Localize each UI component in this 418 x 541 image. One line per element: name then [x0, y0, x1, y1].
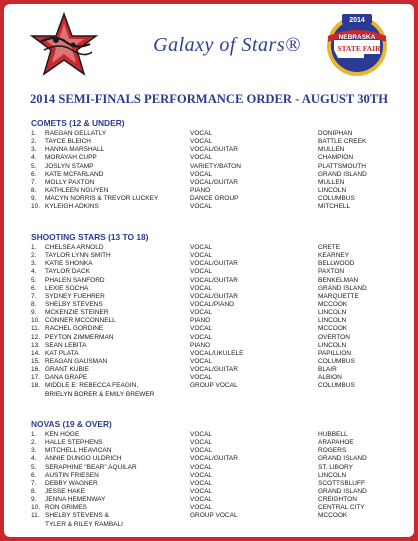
performer-name: MACYN NORRIS & TREVOR LUCKEY — [45, 195, 159, 203]
entry-number: 7. — [31, 178, 37, 186]
list-item — [4, 179, 414, 187]
entry-number: 3. — [31, 447, 37, 455]
list-item — [4, 472, 414, 480]
performer-name: RACHEL GORDINE — [45, 325, 104, 333]
entry-number: 9. — [31, 309, 37, 317]
performance-category: VOCAL — [190, 138, 213, 146]
hometown: BELLWOOD — [318, 260, 355, 268]
entries-novas — [4, 431, 414, 529]
entry-number: 5. — [31, 276, 37, 284]
performer-name: MCKENZIE STEINER — [45, 309, 109, 317]
performer-name: MIDDLE E: REBECCA FEAGIN, — [45, 382, 139, 390]
performer-name: CHELSEA ARNOLD — [45, 244, 104, 251]
entry-number: 8. — [31, 186, 37, 194]
performance-category: VOCAL — [190, 479, 213, 487]
hometown: COLUMBUS — [318, 357, 355, 365]
list-item — [4, 187, 414, 195]
section-heading-novas: NOVAS (19 & OVER) — [31, 419, 112, 429]
performer-name: TAYLOR DACK — [45, 268, 90, 276]
hometown: CENTRAL CITY — [318, 504, 365, 512]
performer-name: SERAPHINE "BEAR" AQUILAR — [45, 463, 137, 471]
list-item — [4, 301, 414, 309]
hometown: GRAND ISLAND — [318, 455, 367, 463]
hometown: ALBION — [318, 374, 342, 382]
entry-number: 5. — [31, 463, 37, 471]
performer-name: SHELBY STEVENS — [45, 300, 103, 308]
list-item — [4, 455, 414, 463]
hometown: ST. LIBORY — [318, 463, 353, 471]
hometown: PAXTON — [318, 268, 345, 276]
entry-number: 9. — [31, 496, 37, 504]
hometown: ROGERS — [318, 447, 347, 455]
performance-category: VOCAL/GUITAR — [190, 276, 238, 284]
hometown: MCCOOK — [318, 512, 348, 520]
performer-name: CONNER MCCONNELL — [45, 317, 116, 325]
performer-name: SHELBY STEVENS & — [45, 512, 109, 520]
hometown: LINCOLN — [318, 471, 347, 479]
list-item — [4, 317, 414, 325]
list-item — [4, 293, 414, 301]
performance-category: VARIETY/BATON — [190, 162, 241, 170]
entries-comets — [4, 130, 414, 211]
performer-name: AUSTIN FRIESEN — [45, 471, 99, 479]
entry-number: 11. — [31, 325, 40, 333]
performance-category: DANCE GROUP — [190, 195, 239, 203]
hometown: MITCHELL — [318, 203, 351, 211]
list-item — [4, 431, 414, 439]
entry-number: 1. — [31, 130, 37, 137]
entry-number: 8. — [31, 487, 37, 495]
entry-number: 1. — [31, 244, 37, 251]
list-item — [4, 439, 414, 447]
list-item — [4, 195, 414, 203]
entry-number: 2. — [31, 252, 37, 260]
performer-name: DANA GRAPE — [45, 374, 88, 382]
list-item — [4, 391, 414, 399]
entry-number: 11. — [31, 512, 40, 520]
list-item — [4, 447, 414, 455]
list-item — [4, 325, 414, 333]
list-item — [4, 382, 414, 390]
entry-number: 3. — [31, 260, 37, 268]
performance-category: VOCAL — [190, 496, 213, 504]
list-item — [4, 504, 414, 512]
list-item — [4, 244, 414, 252]
header — [4, 4, 414, 86]
entry-number: 3. — [31, 146, 37, 154]
performance-category: PIANO — [190, 186, 211, 194]
performer-name: HANNA MARSHALL — [45, 146, 105, 154]
hometown: ARAPAHOE — [318, 439, 354, 447]
performance-category: VOCAL — [190, 439, 213, 447]
entry-number: 1. — [31, 431, 37, 438]
hometown: KEARNEY — [318, 252, 350, 260]
hometown: GRAND ISLAND — [318, 487, 367, 495]
entry-number: 2. — [31, 138, 37, 146]
hometown: MCCOOK — [318, 300, 348, 308]
entry-number: 7. — [31, 479, 37, 487]
hometown: BENKELMAN — [318, 276, 359, 284]
performance-category: VOCAL/UKULELE — [190, 349, 244, 357]
list-item — [4, 521, 414, 529]
performance-category: VOCAL/GUITAR — [190, 366, 238, 374]
performance-category: VOCAL — [190, 268, 213, 276]
hometown: DONIPHAN — [318, 130, 353, 137]
performance-category: VOCAL — [190, 170, 213, 178]
entry-number: 16. — [31, 366, 41, 374]
entries-shooting-stars — [4, 244, 414, 399]
hometown: GRAND ISLAND — [318, 284, 367, 292]
list-item — [4, 496, 414, 504]
performer-name: HALLE STEPHENS — [45, 439, 103, 447]
entry-number: 5. — [31, 162, 37, 170]
performance-category: VOCAL — [190, 504, 213, 512]
performance-category: VOCAL — [190, 154, 213, 162]
performer-name: BRIELYN BORER & EMILY BREWER — [45, 390, 155, 398]
performer-name: JENNA HEMENWAY — [45, 496, 106, 504]
performer-name: REAGAN GAUSMAN — [45, 357, 108, 365]
hometown: HUBBELL — [318, 431, 348, 438]
performance-category: VOCAL — [190, 284, 213, 292]
performance-category: PIANO — [190, 317, 211, 325]
list-item — [4, 358, 414, 366]
entry-number: 2. — [31, 439, 37, 447]
performer-name: PHALEN SANFORD — [45, 276, 105, 284]
entry-number: 14. — [31, 349, 41, 357]
list-item — [4, 309, 414, 317]
galaxy-star-logo-icon — [26, 12, 102, 80]
list-item — [4, 130, 414, 138]
performer-name: KAT PLATA — [45, 349, 79, 357]
performer-name: LEXIE SOCHA — [45, 284, 89, 292]
entry-number: 4. — [31, 455, 37, 463]
fair-line2: STATE FAIR — [337, 44, 381, 53]
list-item — [4, 342, 414, 350]
list-item — [4, 366, 414, 374]
hometown: MARQUETTE — [318, 292, 359, 300]
list-item — [4, 138, 414, 146]
entry-number: 10. — [31, 317, 41, 325]
list-item — [4, 512, 414, 520]
entry-number: 10. — [31, 504, 41, 512]
hometown: LINCOLN — [318, 341, 347, 349]
hometown: LINCOLN — [318, 317, 347, 325]
list-item — [4, 334, 414, 342]
performer-name: KEN HOGE — [45, 431, 80, 438]
hometown: GRAND ISLAND — [318, 170, 367, 178]
hometown: CREIGHTON — [318, 496, 357, 504]
performer-name: RAEGAN GELLATLY — [45, 130, 107, 137]
entry-number: 8. — [31, 300, 37, 308]
performer-name: KATHLEEN NGUYEN — [45, 186, 109, 194]
list-item — [4, 252, 414, 260]
list-item — [4, 464, 414, 472]
entry-number: 13. — [31, 341, 41, 349]
hometown: COLUMBUS — [318, 382, 355, 390]
list-item — [4, 260, 414, 268]
list-item — [4, 285, 414, 293]
performance-category: VOCAL — [190, 203, 213, 211]
entry-number: 6. — [31, 170, 37, 178]
fair-year: 2014 — [349, 17, 365, 24]
performance-category: VOCAL/GUITAR — [190, 292, 238, 300]
logo-title: Galaxy of Stars® — [153, 34, 301, 56]
entry-number: 6. — [31, 471, 37, 479]
list-item — [4, 480, 414, 488]
performance-category: VOCAL — [190, 333, 213, 341]
hometown: MULLEN — [318, 178, 345, 186]
hometown: MULLEN — [318, 146, 345, 154]
performer-name: KATE MCFARLAND — [45, 170, 104, 178]
performer-name: SEAN LEBITA — [45, 341, 87, 349]
entry-number: 4. — [31, 154, 37, 162]
performer-name: SYDNEY FUEHRER — [45, 292, 105, 300]
fair-line1: NEBRASKA — [338, 34, 376, 41]
performance-category: VOCAL/GUITAR — [190, 260, 238, 268]
document-title: 2014 SEMI-FINALS PERFORMANCE ORDER - AUGUST 30TH — [29, 92, 389, 106]
list-item — [4, 146, 414, 154]
performance-category: VOCAL — [190, 487, 213, 495]
performer-name: RON GRIMES — [45, 504, 87, 512]
performance-category: GROUP VOCAL — [190, 512, 238, 520]
performance-category: VOCAL — [190, 431, 213, 438]
list-item — [4, 277, 414, 285]
performer-name: TYLER & RILEY RAMBALI — [45, 520, 123, 528]
performance-category: VOCAL — [190, 252, 213, 260]
performer-name: TAYLOR LYNN SMITH — [45, 252, 111, 260]
list-item — [4, 268, 414, 276]
performance-category: VOCAL/GUITAR — [190, 455, 238, 463]
list-item — [4, 350, 414, 358]
hometown: CRETE — [318, 244, 341, 251]
entry-number: 15. — [31, 357, 41, 365]
performance-category: VOCAL — [190, 130, 213, 137]
entry-number: 12. — [31, 333, 41, 341]
performer-name: KYLEIGH ADKINS — [45, 203, 99, 211]
hometown: SCOTTSBLUFF — [318, 479, 365, 487]
hometown: PAPILLION — [318, 349, 352, 357]
performer-name: GRANT KUBIE — [45, 366, 89, 374]
hometown: MCCOOK — [318, 325, 348, 333]
performance-category: PIANO — [190, 341, 211, 349]
performer-name: TAYCE BLEICH — [45, 138, 91, 146]
performance-category: VOCAL — [190, 447, 213, 455]
nebraska-state-fair-logo-icon — [324, 10, 390, 80]
hometown: OVERTON — [318, 333, 350, 341]
performance-category: VOCAL — [190, 357, 213, 365]
performer-name: MORAYAH CUPP — [45, 154, 97, 162]
list-item — [4, 163, 414, 171]
performer-name: MOLLY PAXTON — [45, 178, 95, 186]
hometown: LINCOLN — [318, 309, 347, 317]
hometown: BLAIR — [318, 366, 337, 374]
performance-category: VOCAL — [190, 325, 213, 333]
performance-category: VOCAL/GUITAR — [190, 146, 238, 154]
performance-category: VOCAL — [190, 244, 213, 251]
performance-category: VOCAL/PIANO — [190, 300, 235, 308]
hometown: LINCOLN — [318, 186, 347, 194]
entry-number: 17. — [31, 374, 41, 382]
performer-name: JOSLYN STAMP — [45, 162, 94, 170]
hometown: PLATTSMOUTH — [318, 162, 366, 170]
performer-name: ANNIE DUNGO ULDRICH — [45, 455, 122, 463]
performance-category: VOCAL — [190, 374, 213, 382]
document-page — [4, 4, 414, 537]
performance-category: VOCAL — [190, 471, 213, 479]
performance-category: VOCAL — [190, 309, 213, 317]
performer-name: MITCHELL HEAVICAN — [45, 447, 112, 455]
entry-number: 18. — [31, 382, 41, 390]
performer-name: PEYTON ZIMMERMAN — [45, 333, 114, 341]
list-item — [4, 154, 414, 162]
performance-category: VOCAL/GUITAR — [190, 178, 238, 186]
list-item — [4, 203, 414, 211]
hometown: COLUMBUS — [318, 195, 355, 203]
performance-category: GROUP VOCAL — [190, 382, 238, 390]
hometown: CHAMPION — [318, 154, 354, 162]
hometown: BATTLE CREEK — [318, 138, 367, 146]
entry-number: 6. — [31, 284, 37, 292]
performance-category: VOCAL — [190, 463, 213, 471]
performer-name: DEBBY WAGNER — [45, 479, 98, 487]
list-item — [4, 374, 414, 382]
entry-number: 9. — [31, 195, 37, 203]
list-item — [4, 171, 414, 179]
entry-number: 4. — [31, 268, 37, 276]
list-item — [4, 488, 414, 496]
entry-number: 7. — [31, 292, 37, 300]
performer-name: JESSE HAKE — [45, 487, 86, 495]
section-heading-shooting-stars: SHOOTING STARS (13 TO 18) — [31, 232, 149, 242]
entry-number: 10. — [31, 203, 41, 211]
performer-name: KATIE SHONKA — [45, 260, 93, 268]
section-heading-comets: COMETS (12 & UNDER) — [31, 118, 125, 128]
